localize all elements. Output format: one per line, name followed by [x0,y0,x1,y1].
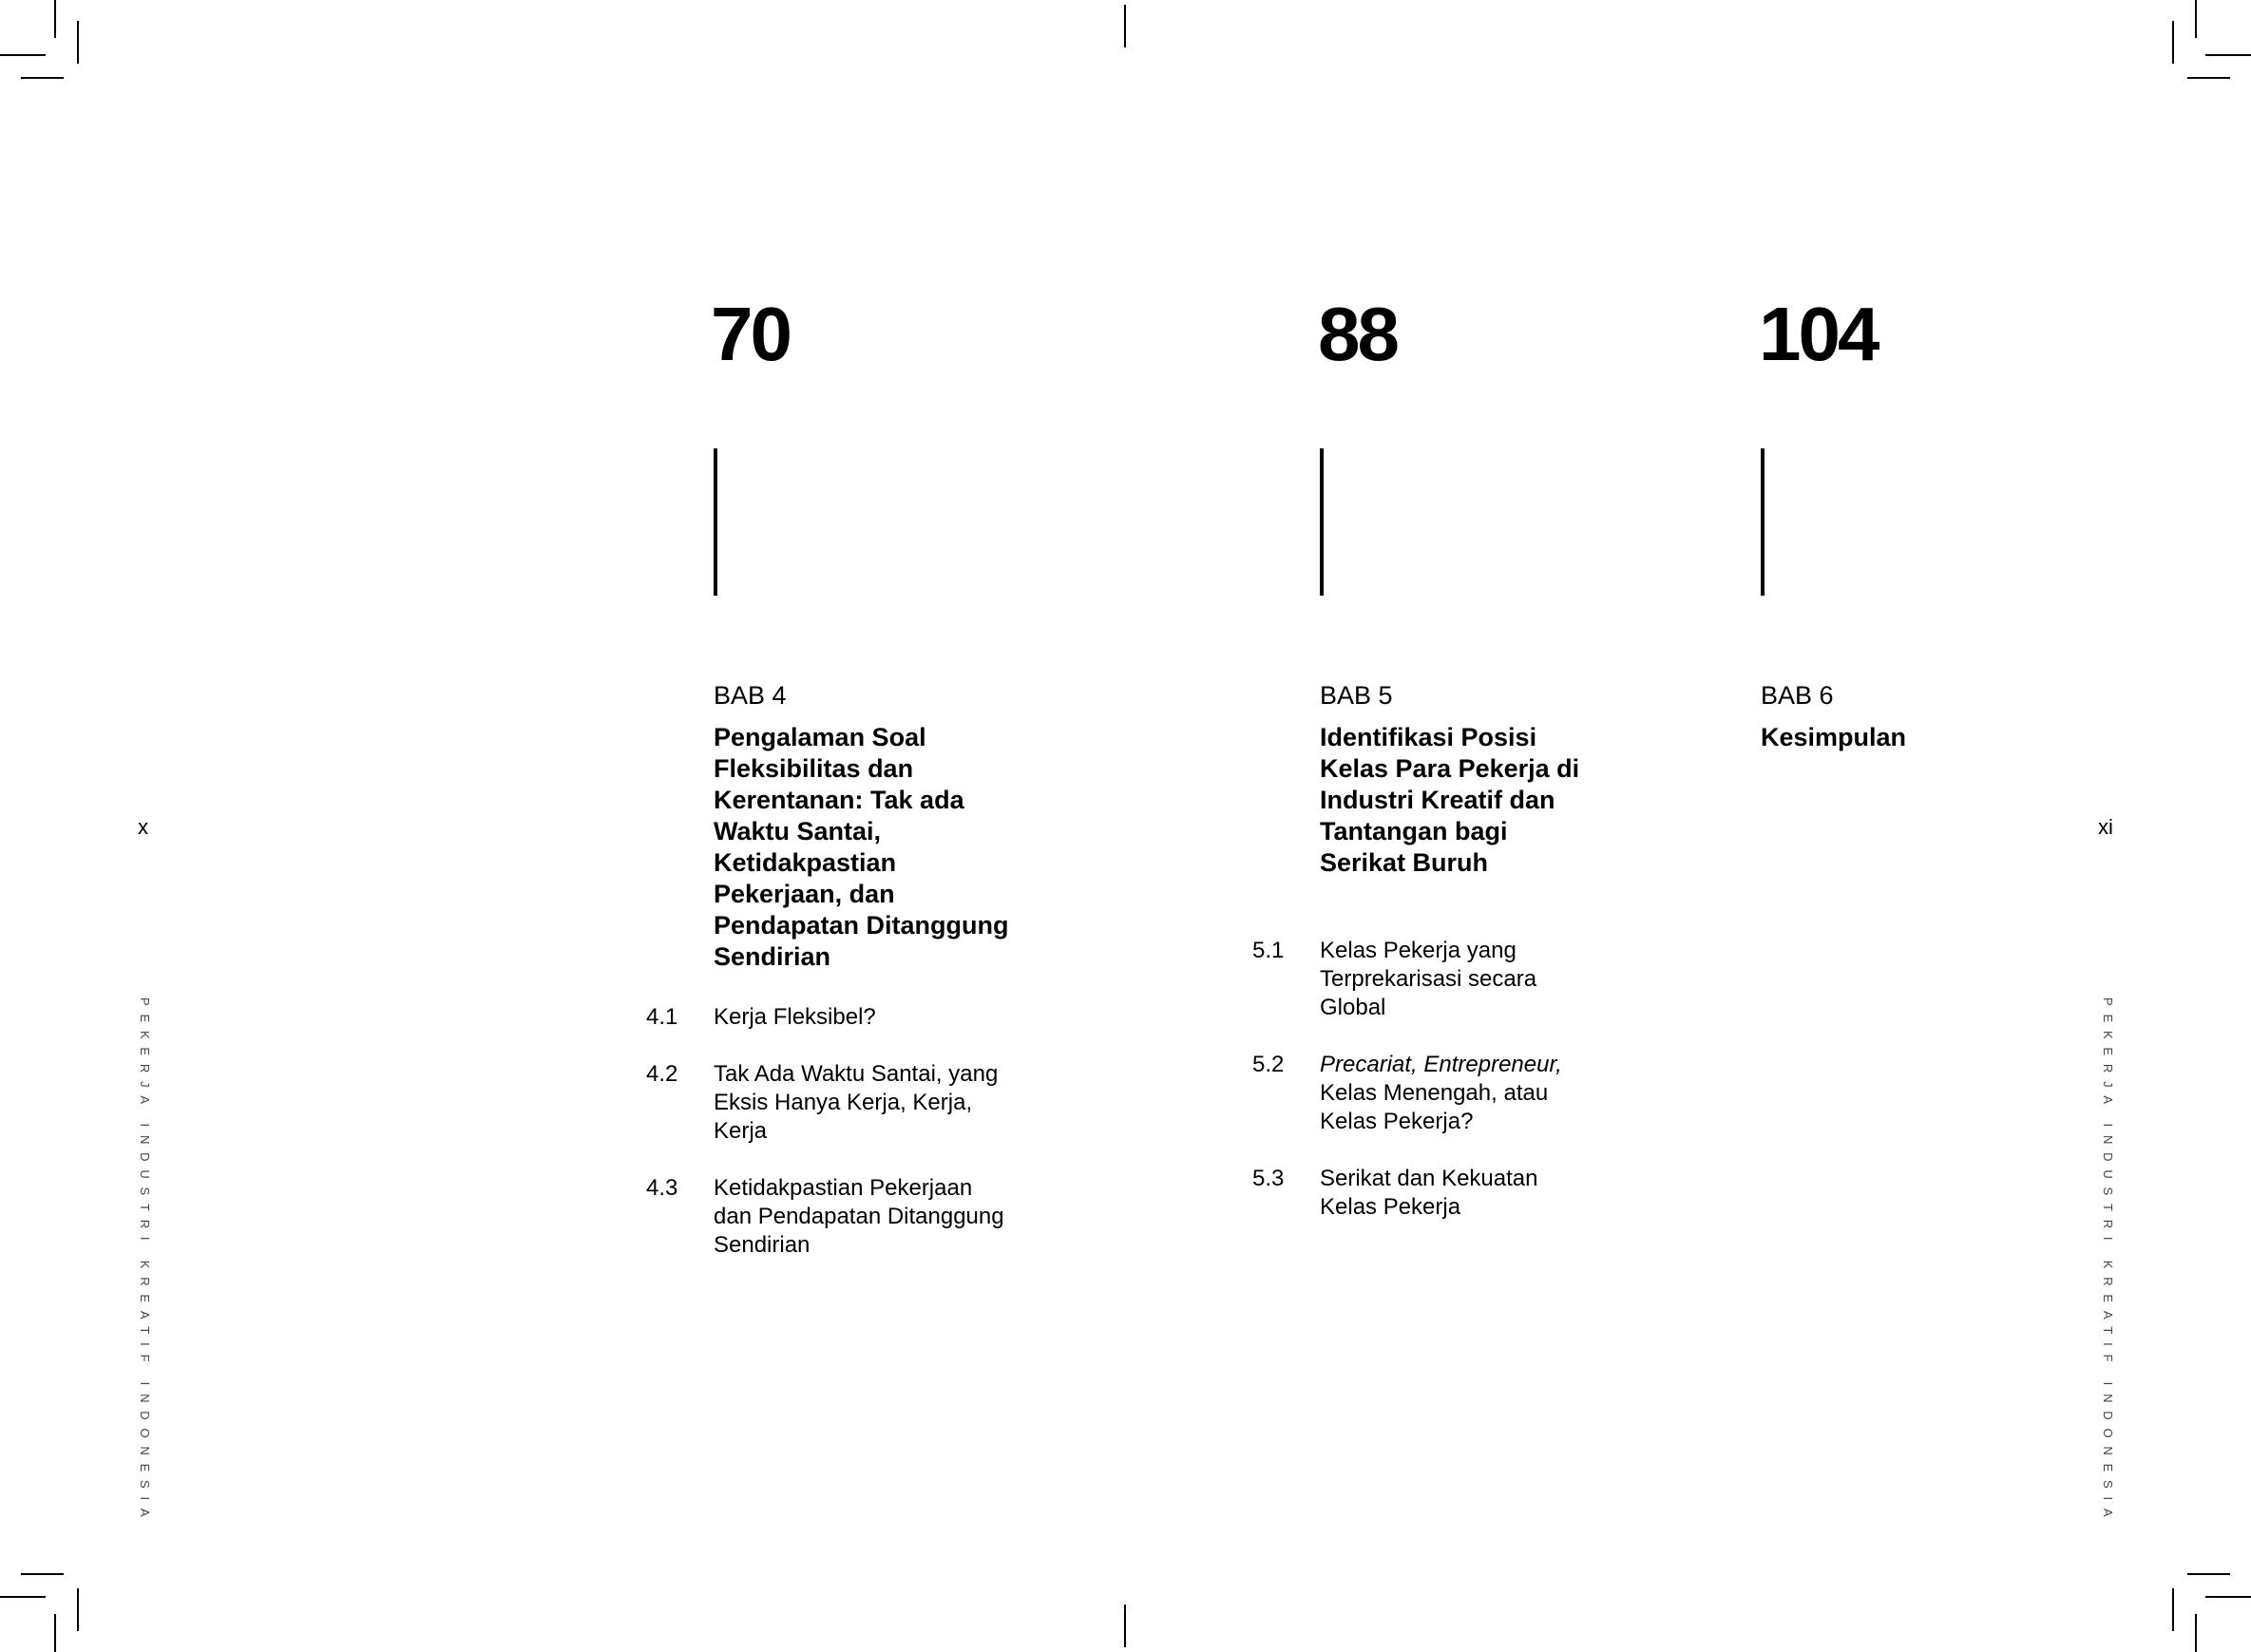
crop-mark [2187,77,2230,79]
section-title: Kelas Pekerja yang Terprekarisasi secara Global [1320,938,1537,1020]
chapter-label: BAB 6 [1761,681,1834,710]
folio-right: xi [2098,815,2113,839]
crop-mark [54,1614,56,1652]
crop-mark [2187,1573,2230,1575]
section-number: 4.2 [646,1061,678,1087]
crop-mark [2172,1588,2174,1631]
section-title: Ketidakpastian Pekerjaan dan Pendapatan Ditanggung Sendirian [714,1175,1004,1258]
running-title-left: PEKERJA INDUSTRI KREATIF INDONESIA [138,997,152,1526]
chapter-label: BAB 4 [714,681,787,710]
section-number: 4.3 [646,1175,678,1201]
folio-left: x [138,815,148,839]
crop-mark [21,1573,64,1575]
chapter-divider-rule [1761,448,1765,596]
section-title-rest: Kelas Menengah, atau Kelas Pekerja? [1320,1080,1549,1134]
chapter-title: Identifikasi Posisi Kelas Para Pekerja di Industri Kreatif dan Tantangan bagi Serikat Buruh [1320,723,1580,877]
crop-mark [1124,1605,1126,1647]
crop-mark [0,54,46,56]
crop-mark [2205,54,2251,56]
section-title [1320,1051,1605,1136]
chapter-page-number: 70 [711,292,790,376]
crop-mark [54,0,56,38]
section-title: Tak Ada Waktu Santai, yang Eksis Hanya Kerja, Kerja, Kerja [714,1061,999,1144]
crop-mark [2172,21,2174,64]
crop-mark [1124,5,1126,47]
section-number: 4.1 [646,1004,678,1030]
running-title-right: PEKERJA INDUSTRI KREATIF INDONESIA [2101,997,2115,1526]
crop-mark [21,77,64,79]
crop-mark [77,1588,79,1631]
crop-mark [2205,1596,2251,1598]
chapter-title: Kesimpulan [1761,723,1907,751]
crop-mark [77,21,79,64]
chapter-page-number: 104 [1759,292,1878,376]
section-number: 5.3 [1252,1166,1285,1191]
chapter-title: Pengalaman Soal Fleksibilitas dan Kerentanan: Tak ada Waktu Santai, Ketidakpastian Pekerjaan, dan Pendapatan Ditanggung Sendirian [714,723,1009,971]
chapter-label: BAB 5 [1320,681,1393,710]
crop-mark [0,1596,46,1598]
crop-mark [2195,0,2197,38]
section-title-italic: Precariat, Entrepreneur, [1320,1052,1562,1077]
chapter-page-number: 88 [1318,292,1397,376]
crop-mark [2195,1614,2197,1652]
section-number: 5.1 [1252,938,1285,963]
chapter-divider-rule [714,448,717,596]
section-title: Kerja Fleksibel? [714,1004,876,1030]
chapter-divider-rule [1320,448,1324,596]
section-number: 5.2 [1252,1052,1285,1077]
section-title: Serikat dan Kekuatan Kelas Pekerja [1320,1166,1538,1220]
